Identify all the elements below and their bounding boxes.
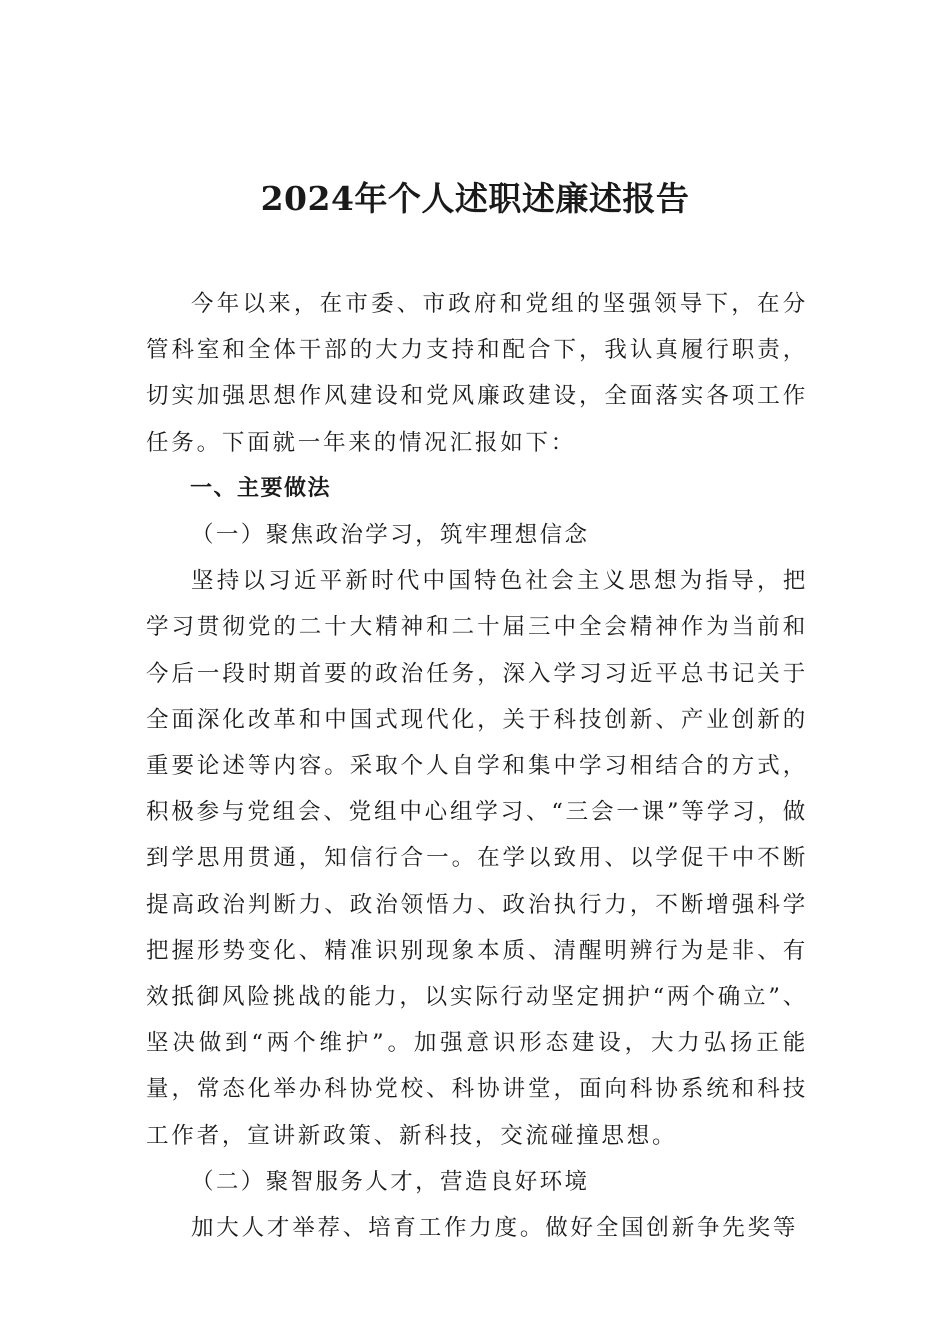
document-body (146, 281, 808, 1251)
subsection-heading-political-study: （一）聚焦政治学习，筑牢理想信念 (191, 522, 590, 549)
talent-service-paragraph: 加大人才举荐、培育工作力度。做好全国创新争先奖等 (191, 1215, 799, 1242)
document-title: 2024年个人述职述廉述报告 (260, 179, 690, 218)
political-study-paragraph: 坚持以习近平新时代中国特色社会主义思想为指导，把学习贯彻党的二十大精神和二十届三中全会精神作为当前和今后一段时期首要的政治任务，深入学习习近平总书记关于全面深化改革和中国式现代化，关于科技创新、产业创新的重要论述等内容。采取个人自学和集中学习相结合的方式，积极参与党组会、党组中心组学习、“三会一课”等学习，做到学思用贯通，知信行合一。在学以致用、以学促干中不断提高政治判断力、政治领悟力、政治执行力，不断增强科学把握形势变化、精准识别现象本质、清醒明辨行为是非、有效抵御风险挑战的能力，以实际行动坚定拥护“两个确立”、坚决做到“两个维护”。加强意识形态建设，大力弘扬正能量，常态化举办科协党校、科协讲堂，面向科协系统和科技工作者，宣讲新政策、新科技，交流碰撞思想。 (146, 568, 808, 1149)
subsection-heading-talent-service: （二）聚智服务人才，营造良好环境 (191, 1168, 590, 1195)
section-heading-main-practices: 一、主要做法 (190, 475, 332, 501)
intro-paragraph: 今年以来，在市委、市政府和党组的坚强领导下，在分管科室和全体干部的大力支持和配合下，我认真履行职责，切实加强思想作风建设和党风廉政建设，全面落实各项工作任务。下面就一年来的情况汇报如下： (146, 291, 808, 456)
